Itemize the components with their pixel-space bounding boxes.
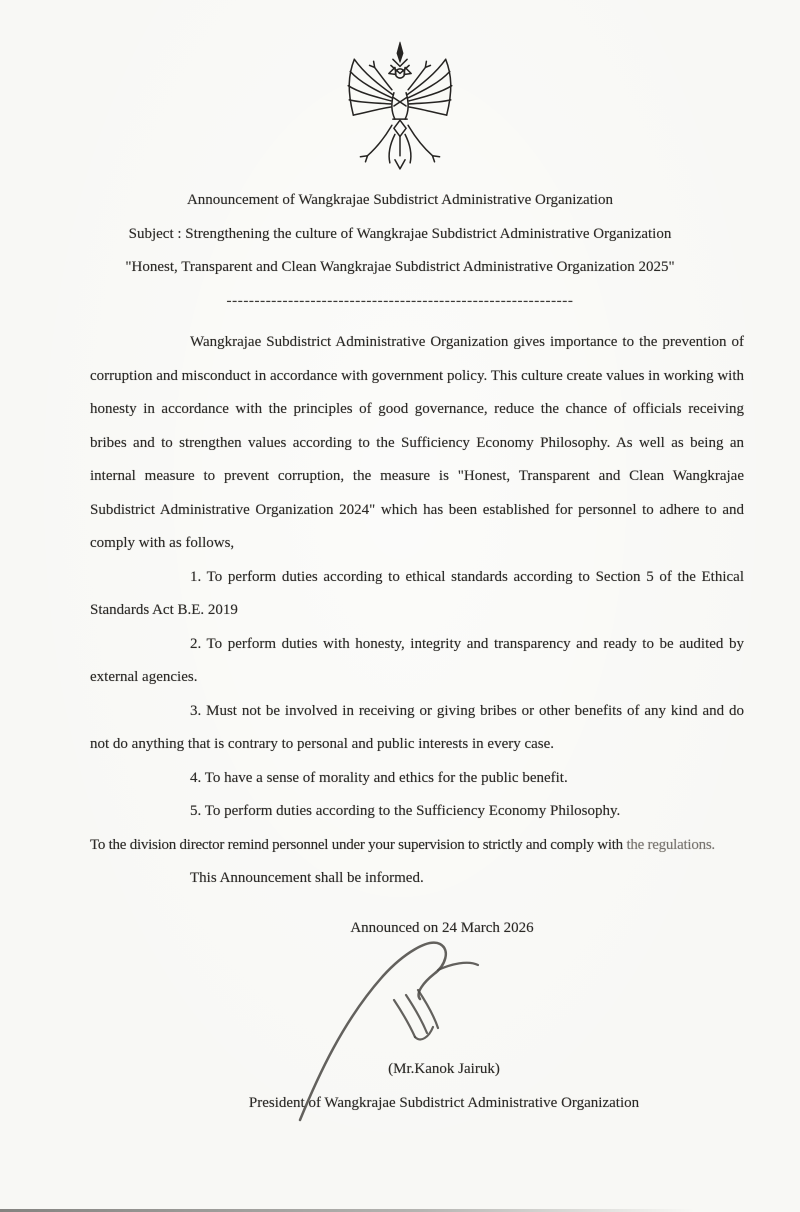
signer-name: (Mr.Kanok Jairuk) [388, 1061, 500, 1077]
list-item: 3. Must not be involved in receiving or giving bribes or other benefits of any kind and do not do anything that is contrary to personal and public interests in every case. [90, 702, 744, 752]
closing-directive [90, 829, 744, 863]
announced-date: Announced on 24 March 2026 [350, 919, 534, 936]
document-body [90, 326, 744, 896]
campaign-title: "Honest, Transparent and Clean Wangkrajae Subdistrict Administrative Organization 2025" [125, 259, 675, 275]
subject-line: Subject : Strengthening the culture of Wangkrajae Subdistrict Administrative Organization [128, 225, 672, 242]
closing-directive-text: To the division director remind personnel under your supervision to strictly and comply with [90, 836, 627, 853]
garuda-emblem [344, 40, 456, 176]
list-item: 2. To perform duties with honesty, integrity and transparency and ready to be audited by external agencies. [90, 635, 744, 685]
dashed-separator: -------------------------------------------------------------- [226, 292, 574, 309]
closing-statement: This Announcement shall be informed. [190, 870, 424, 886]
announcement-title: Announcement of Wangkrajae Subdistrict Administrative Organization [186, 192, 614, 208]
closing-directive-faded-text: the regulations. [626, 836, 715, 853]
list-item: 1. To perform duties according to ethical standards according to Section 5 of the Ethical Standards Act B.E. 2019 [90, 568, 744, 618]
signature-block [44, 1053, 800, 1120]
signer-title: President of Wangkrajae Subdistrict Administrative Organization [248, 1094, 640, 1111]
intro-paragraph: Wangkrajae Subdistrict Administrative Organization gives importance to the prevention of corruption and misconduct in accordance with government policy. This culture create values in working with honesty in accordance with the principles of good governance, reduce the chance of officials receiving bribes and to strengthen values according to the Sufficiency Economy Philosophy. As well as being an internal measure to prevent corruption, the measure is "Honest, Transparent and Clean Wangkrajae Subdistrict Administrative Organization 2024" which has been established for personnel to adhere to and comply with as follows, [90, 334, 744, 551]
list-item: 4. To have a sense of morality and ethics for the public benefit. [190, 769, 568, 786]
document-heading [0, 184, 800, 285]
list-item: 5. To perform duties according to the Sufficiency Economy Philosophy. [190, 803, 621, 819]
